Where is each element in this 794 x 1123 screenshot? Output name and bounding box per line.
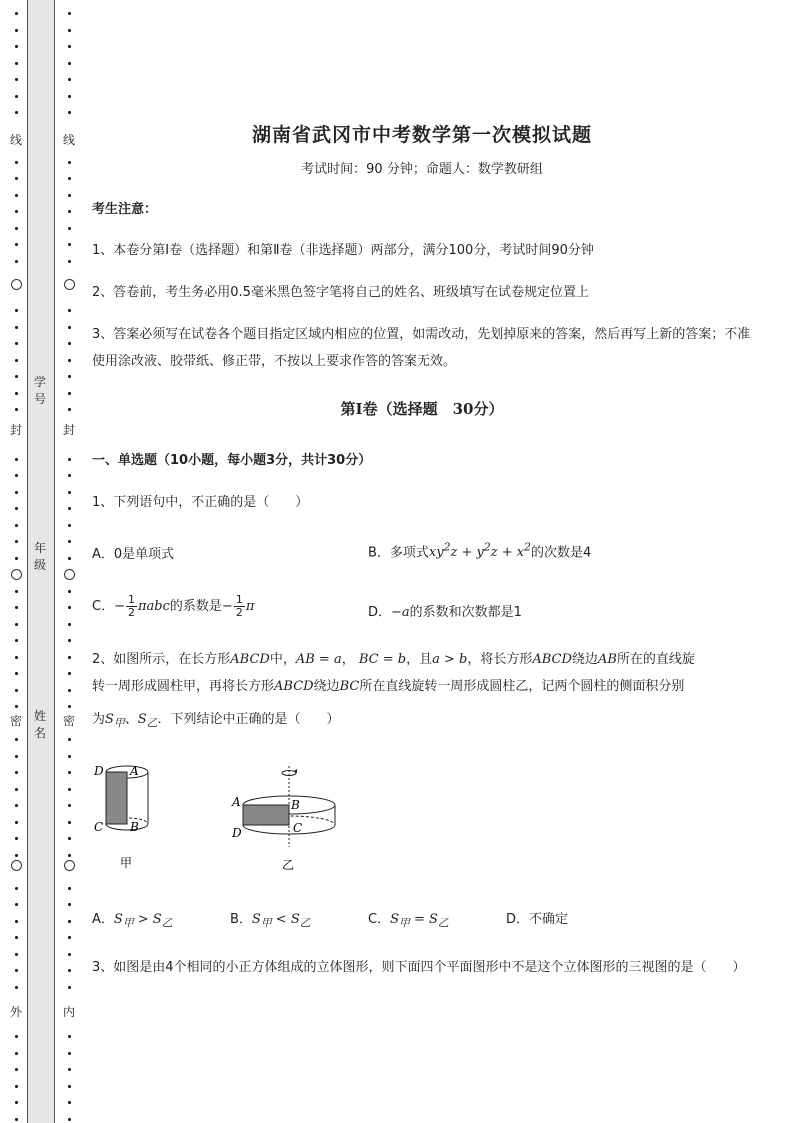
outer-seal-dot: [15, 392, 18, 395]
inner-seal-dot: [68, 1085, 71, 1088]
inner-seal-dot: [68, 78, 71, 81]
inner-seal-dot: [68, 111, 71, 114]
inner-seal-dot: [68, 936, 71, 939]
fraction-half: $\frac{1}{2}$: [127, 593, 135, 619]
outer-seal-dot: [15, 755, 18, 758]
outer-seal-dot: [15, 1035, 18, 1038]
outer-seal-dot: [15, 854, 18, 857]
outer-seal-dot: [15, 969, 18, 972]
binding-hole-circle-icon: [64, 569, 75, 580]
inner-seal-dot: [68, 458, 71, 461]
inner-seal-dot: [68, 45, 71, 48]
q2-text: 、: [124, 712, 138, 727]
binding-hole-circle-icon: [11, 860, 22, 871]
outer-seal-dot: [15, 788, 18, 791]
outer-seal-dot: [15, 1068, 18, 1071]
outer-seal-dot: [15, 590, 18, 593]
inner-seal-line: [63, 0, 75, 1123]
outer-seal-dot: [15, 309, 18, 312]
outer-seal-dot: [15, 210, 18, 213]
outer-seal-dot: [15, 557, 18, 560]
outer-seal-dot: [15, 111, 18, 114]
option-letter: A．: [92, 912, 114, 927]
figure-caption-jia: 甲: [120, 856, 133, 870]
student-id-field-label: 学号: [33, 375, 46, 406]
outer-seal-dot: [15, 1052, 18, 1055]
outer-seal-dot: [15, 1101, 18, 1104]
outer-seal-dot: [15, 12, 18, 15]
inner-seal-dot: [68, 1118, 71, 1121]
outer-seal-dot: [15, 326, 18, 329]
inner-seal-dot: [68, 804, 71, 807]
binding-hole-circle-icon: [11, 569, 22, 580]
inner-seal-dot: [68, 375, 71, 378]
q2-text: 绕边: [313, 679, 340, 694]
inner-seal-dot: [68, 689, 71, 692]
inner-seal-dot: [68, 590, 71, 593]
inner-seal-dot: [68, 1052, 71, 1055]
inner-seal-dot: [68, 738, 71, 741]
inner-seal-mark: 内: [62, 1005, 75, 1019]
outer-seal-dot: [15, 194, 18, 197]
q2-text: ，将长方形: [467, 652, 533, 667]
outer-seal-dot: [15, 656, 18, 659]
outer-seal-dot: [15, 78, 18, 81]
outer-seal-dot: [15, 936, 18, 939]
outer-seal-mark: 封: [9, 423, 22, 437]
q2-text: 所在直线旋转一周形成圆柱乙，记两个圆柱的侧面积分别: [359, 679, 685, 694]
inner-seal-dot: [68, 491, 71, 494]
inner-seal-dot: [68, 194, 71, 197]
outer-seal-dot: [15, 606, 18, 609]
outer-seal-dot: [15, 161, 18, 164]
svg-text:B: B: [291, 798, 300, 812]
part1-heading: 第I卷（选择题 30分）: [340, 400, 504, 418]
outer-seal-dot: [15, 474, 18, 477]
q1-stem: 1、下列语句中，不正确的是（ ）: [92, 495, 309, 510]
notice-item-2: 2、答卷前，考生务必用0.5毫米黑色签字笔将自己的姓名、班级填写在试卷规定位置上: [92, 285, 589, 300]
outer-seal-dot: [15, 689, 18, 692]
binding-hole-circle-icon: [11, 279, 22, 290]
inner-seal-dot: [68, 243, 71, 246]
q2-option-b: B．$S_甲 < S_乙$: [230, 912, 311, 930]
inner-seal-mark: 线: [62, 133, 75, 147]
notice-heading: 考生注意：: [92, 202, 158, 217]
outer-seal-dot: [15, 62, 18, 65]
name-field-label: 姓名: [33, 709, 46, 740]
inner-seal-dot: [68, 771, 71, 774]
q1-option-b-prefix: B．多项式: [368, 545, 429, 561]
q2-text: 转一周形成圆柱甲，再将长方形: [92, 679, 275, 694]
q2-text: ．下列结论中正确的是（ ）: [157, 712, 340, 727]
outer-seal-dot: [15, 359, 18, 362]
inner-seal-dot: [68, 639, 71, 642]
svg-text:A: A: [232, 795, 241, 809]
q1-option-c-mid: 的系数是: [169, 599, 222, 614]
outer-seal-dot: [15, 243, 18, 246]
outer-seal-dot: [15, 458, 18, 461]
inner-seal-dot: [68, 672, 71, 675]
inner-seal-dot: [68, 29, 71, 32]
q1-option-c: C．− $\frac{1}{2}$ πabc的系数是− $\frac{1}{2}$ π: [92, 593, 255, 619]
q1-option-b-suffix: 的次数是4: [530, 545, 592, 561]
notice-item-3: 3、答案必须写在试卷各个题目指定区域内相应的位置，如需改动，先划掉原来的答案，然后再写上新的答案；不准使用涂改液、胶带纸、修正带，不按以上要求作答的答案无效。: [92, 327, 751, 369]
binding-hole-circle-icon: [64, 860, 75, 871]
outer-seal-dot: [15, 837, 18, 840]
inner-seal-dot: [68, 359, 71, 362]
outer-seal-dot: [15, 821, 18, 824]
outer-seal-dot: [15, 1118, 18, 1121]
inner-seal-dot: [68, 969, 71, 972]
inner-seal-dot: [68, 507, 71, 510]
inner-seal-dot: [68, 557, 71, 560]
inner-seal-dot: [68, 986, 71, 989]
inner-seal-dot: [68, 474, 71, 477]
inner-seal-dot: [68, 524, 71, 527]
outer-seal-dot: [15, 705, 18, 708]
option-letter: C．: [368, 912, 391, 927]
outer-seal-line: [10, 0, 22, 1123]
cylinder-yi-figure: [230, 762, 340, 874]
cylinder-jia-figure: [92, 760, 162, 872]
outer-seal-dot: [15, 227, 18, 230]
inner-seal-dot: [68, 837, 71, 840]
outer-seal-dot: [15, 408, 18, 411]
inner-seal-dot: [68, 177, 71, 180]
inner-seal-dot: [68, 392, 71, 395]
q1-option-b: [368, 541, 591, 560]
section-title: 一、单选题（10小题，每小题3分，共计30分）: [92, 453, 372, 468]
q1-option-b-formula: $xy^2z + y^2z + x^2$: [428, 541, 531, 561]
inner-seal-dot: [68, 540, 71, 543]
inner-seal-dot: [68, 210, 71, 213]
q1-option-d-prefix: D．: [368, 605, 392, 620]
outer-seal-mark: 密: [9, 714, 22, 728]
outer-seal-dot: [15, 540, 18, 543]
q2-option-d: D．不确定: [506, 912, 569, 927]
inner-seal-dot: [68, 342, 71, 345]
inner-seal-dot: [68, 95, 71, 98]
figure-caption-yi: 乙: [282, 858, 295, 872]
inner-seal-mark: 封: [62, 423, 75, 437]
inner-seal-dot: [68, 606, 71, 609]
q2-option-c: C．$S_甲 = S_乙$: [368, 912, 449, 930]
inner-seal-mark: 密: [62, 714, 75, 728]
inner-seal-dot: [68, 705, 71, 708]
outer-seal-dot: [15, 524, 18, 527]
inner-seal-dot: [68, 953, 71, 956]
option-letter: B．: [230, 912, 252, 927]
outer-seal-dot: [15, 342, 18, 345]
inner-seal-dot: [68, 903, 71, 906]
q2-line-1: 2、如图所示，在长方形ABCD中，AB = a， BC = b，且a > b，将长方形ABCD绕边AB所在的直线旋: [92, 652, 695, 667]
inner-seal-dot: [68, 1035, 71, 1038]
svg-text:D: D: [232, 826, 242, 840]
q1-option-d: D．−a的系数和次数都是1: [368, 605, 522, 620]
q1-option-d-suffix: 的系数和次数都是1: [409, 605, 522, 620]
inner-seal-dot: [68, 854, 71, 857]
outer-seal-dot: [15, 672, 18, 675]
grade-field-label: 年级: [33, 541, 46, 572]
notice-item-1: 1、本卷分第I卷（选择题）和第Ⅱ卷（非选择题）两部分，满分100分，考试时间90分钟: [92, 243, 594, 258]
outer-seal-dot: [15, 177, 18, 180]
outer-seal-dot: [15, 738, 18, 741]
q1-option-c-prefix: C．: [92, 599, 115, 614]
outer-seal-dot: [15, 375, 18, 378]
outer-seal-dot: [15, 260, 18, 263]
q1-option-a: A．0是单项式: [92, 547, 175, 562]
inner-seal-dot: [68, 326, 71, 329]
outer-seal-dot: [15, 29, 18, 32]
outer-seal-dot: [15, 1085, 18, 1088]
outer-seal-dot: [15, 491, 18, 494]
binding-gutter: [0, 0, 80, 1123]
inner-seal-dot: [68, 887, 71, 890]
inner-seal-dot: [68, 656, 71, 659]
outer-seal-dot: [15, 623, 18, 626]
outer-seal-dot: [15, 95, 18, 98]
inner-seal-dot: [68, 12, 71, 15]
inner-seal-dot: [68, 788, 71, 791]
q2-text: 所在的直线旋: [616, 652, 695, 667]
outer-seal-dot: [15, 804, 18, 807]
q2-option-a: A．$S_甲 > S_乙$: [92, 912, 173, 930]
inner-seal-dot: [68, 260, 71, 263]
outer-seal-dot: [15, 45, 18, 48]
svg-text:C: C: [94, 820, 104, 834]
q2-text: 绕边: [571, 652, 598, 667]
inner-seal-dot: [68, 821, 71, 824]
outer-seal-dot: [15, 920, 18, 923]
page-title: 湖南省武冈市中考数学第一次模拟试题: [251, 124, 592, 146]
inner-seal-dot: [68, 309, 71, 312]
inner-seal-dot: [68, 623, 71, 626]
q2-text: 中，: [269, 652, 296, 667]
q3-stem: 3、如图是由4个相同的小正方体组成的立体图形，则下面四个平面图形中不是这个立体图形的三视图的是（ ）: [92, 960, 746, 975]
inner-seal-dot: [68, 755, 71, 758]
outer-seal-dot: [15, 771, 18, 774]
outer-seal-dot: [15, 903, 18, 906]
outer-seal-mark: 线: [9, 133, 22, 147]
inner-seal-dot: [68, 1101, 71, 1104]
inner-seal-dot: [68, 408, 71, 411]
inner-seal-dot: [68, 227, 71, 230]
outer-seal-dot: [15, 639, 18, 642]
inner-seal-dot: [68, 161, 71, 164]
inner-seal-dot: [68, 1068, 71, 1071]
outer-seal-dot: [15, 986, 18, 989]
q2-text: 为: [92, 712, 106, 727]
outer-seal-dot: [15, 887, 18, 890]
q2-text: 2、如图所示，在长方形: [92, 652, 231, 667]
q2-line-3: 为$S_甲$、$S_乙$．下列结论中正确的是（ ）: [92, 712, 340, 730]
svg-text:B: B: [130, 820, 139, 834]
page-subtitle: 考试时间：90 分钟；命题人：数学教研组: [301, 162, 543, 177]
outer-seal-dot: [15, 953, 18, 956]
outer-seal-dot: [15, 507, 18, 510]
svg-text:C: C: [293, 821, 303, 835]
svg-text:D: D: [94, 764, 104, 778]
q2-line-2: 转一周形成圆柱甲，再将长方形ABCD绕边BC所在直线旋转一周形成圆柱乙，记两个圆柱的侧面积分别: [92, 679, 685, 694]
binding-hole-circle-icon: [64, 279, 75, 290]
inner-seal-dot: [68, 62, 71, 65]
fraction-half: $\frac{1}{2}$: [235, 593, 243, 619]
inner-seal-dot: [68, 920, 71, 923]
svg-text:A: A: [130, 764, 139, 778]
outer-seal-mark: 外: [9, 1005, 22, 1019]
